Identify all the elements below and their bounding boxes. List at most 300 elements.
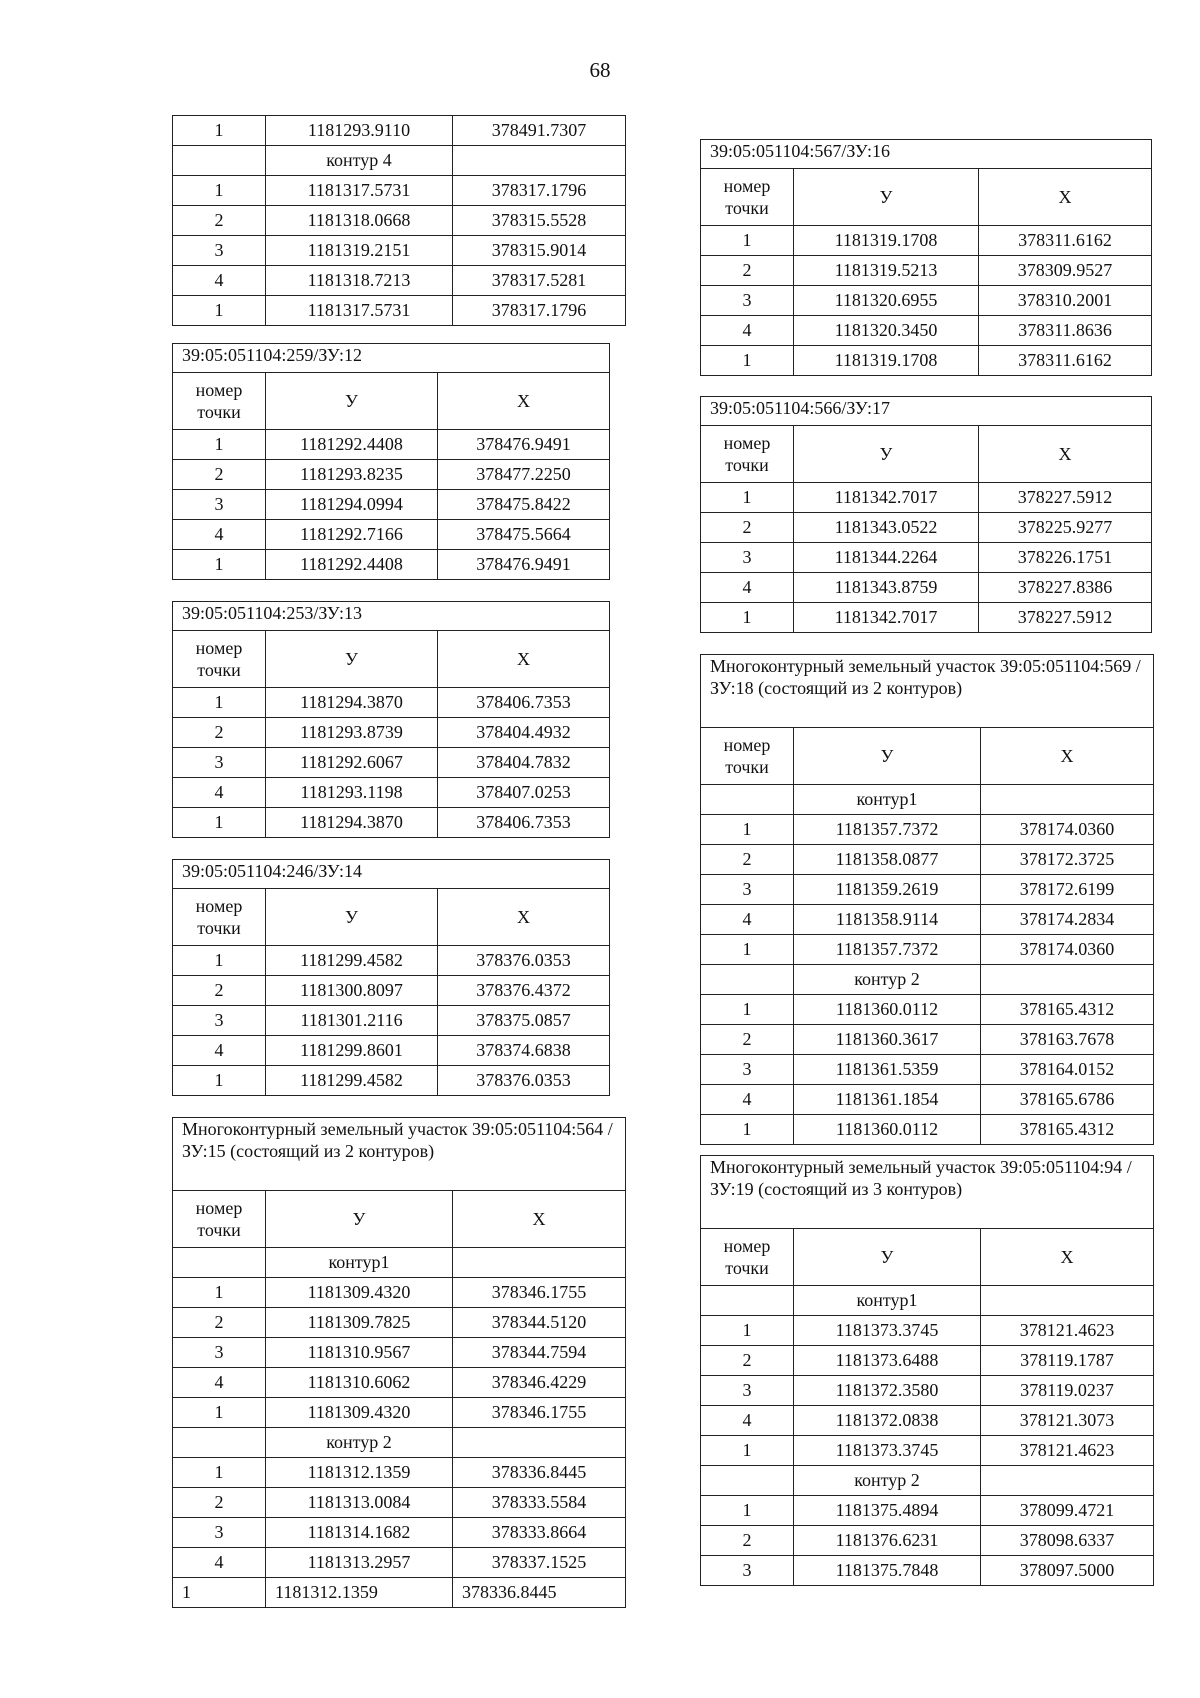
x-coordinate-cell: 378098.6337 xyxy=(981,1526,1154,1556)
x-coordinate-cell: 378376.0353 xyxy=(438,1066,610,1096)
point-number-cell: 1 xyxy=(701,1316,794,1346)
x-coordinate-cell: 378476.9491 xyxy=(438,430,610,460)
table-row xyxy=(701,1055,1154,1085)
point-number-cell: 1 xyxy=(701,483,794,513)
table-row xyxy=(173,1398,626,1428)
empty-cell xyxy=(701,965,794,995)
y-coordinate-cell: 1181293.1198 xyxy=(266,778,438,808)
table-row xyxy=(173,460,610,490)
table-row xyxy=(173,1458,626,1488)
header-line: номер xyxy=(195,638,243,658)
coordinates-table xyxy=(172,601,610,838)
x-coordinate-cell: 378226.1751 xyxy=(979,543,1152,573)
point-number-cell: 1 xyxy=(701,935,794,965)
empty-cell xyxy=(981,785,1154,815)
column-header-row xyxy=(701,1229,1154,1286)
point-number-cell: 2 xyxy=(701,1526,794,1556)
table-row xyxy=(173,1368,626,1398)
point-number-header xyxy=(701,728,794,785)
x-coordinate-cell: 378119.0237 xyxy=(981,1376,1154,1406)
x-column-header: Х xyxy=(438,373,610,430)
y-coordinate-cell: 1181317.5731 xyxy=(266,176,453,206)
y-coordinate-cell: 1181375.4894 xyxy=(794,1496,981,1526)
table-row xyxy=(173,116,626,146)
header-line: точки xyxy=(197,1220,241,1240)
coordinates-table xyxy=(172,1117,626,1608)
x-coordinate-cell: 378344.7594 xyxy=(453,1338,626,1368)
y-coordinate-cell: 1181360.3617 xyxy=(794,1025,981,1055)
point-number-cell: 3 xyxy=(701,1376,794,1406)
x-coordinate-cell: 378336.8445 xyxy=(453,1458,626,1488)
table-title: 39:05:051104:246/ЗУ:14 xyxy=(173,860,610,889)
table-title-row xyxy=(701,140,1152,169)
x-column-header: Х xyxy=(981,728,1154,785)
contour-label: контур 2 xyxy=(266,1428,453,1458)
table-row xyxy=(701,573,1152,603)
y-coordinate-cell: 1181344.2264 xyxy=(794,543,979,573)
table-row xyxy=(701,483,1152,513)
y-coordinate-cell: 1181310.6062 xyxy=(266,1368,453,1398)
point-number-cell: 4 xyxy=(173,1548,266,1578)
contour-row xyxy=(701,965,1154,995)
header-line: точки xyxy=(197,402,241,422)
point-number-cell: 2 xyxy=(701,256,794,286)
point-number-header xyxy=(701,426,794,483)
y-column-header: У xyxy=(794,169,979,226)
x-coordinate-cell: 378310.2001 xyxy=(979,286,1152,316)
x-coordinate-cell: 378374.6838 xyxy=(438,1036,610,1066)
y-coordinate-cell: 1181293.8235 xyxy=(266,460,438,490)
table-row xyxy=(173,976,610,1006)
y-coordinate-cell: 1181318.7213 xyxy=(266,266,453,296)
y-coordinate-cell: 1181342.7017 xyxy=(794,603,979,633)
table-row xyxy=(701,845,1154,875)
x-column-header: Х xyxy=(438,889,610,946)
point-number-cell: 2 xyxy=(701,845,794,875)
contour-label: контур1 xyxy=(794,1286,981,1316)
x-coordinate-cell: 378337.1525 xyxy=(453,1548,626,1578)
y-coordinate-cell: 1181300.8097 xyxy=(266,976,438,1006)
table-row xyxy=(701,346,1152,376)
y-column-header: У xyxy=(266,1191,453,1248)
table-title: 39:05:051104:259/ЗУ:12 xyxy=(173,344,610,373)
column-header-row xyxy=(701,728,1154,785)
table-row xyxy=(173,778,610,808)
x-column-header: Х xyxy=(981,1229,1154,1286)
y-coordinate-cell: 1181301.2116 xyxy=(266,1006,438,1036)
table-row xyxy=(701,1556,1154,1586)
point-number-cell: 4 xyxy=(701,1406,794,1436)
x-coordinate-cell: 378317.1796 xyxy=(453,296,626,326)
point-number-cell: 4 xyxy=(701,1085,794,1115)
contour-label: контур 2 xyxy=(794,1466,981,1496)
y-coordinate-cell: 1181319.1708 xyxy=(794,226,979,256)
x-coordinate-cell: 378475.8422 xyxy=(438,490,610,520)
empty-cell xyxy=(453,1248,626,1278)
table-row xyxy=(701,995,1154,1025)
empty-cell xyxy=(701,1466,794,1496)
table-row xyxy=(173,1066,610,1096)
x-coordinate-cell: 378174.2834 xyxy=(981,905,1154,935)
table-title-row xyxy=(701,397,1152,426)
column-header-row xyxy=(701,169,1152,226)
point-number-cell: 1 xyxy=(173,688,266,718)
x-coordinate-cell: 378376.0353 xyxy=(438,946,610,976)
table-row xyxy=(701,875,1154,905)
table-row xyxy=(701,1496,1154,1526)
y-coordinate-cell: 1181292.6067 xyxy=(266,748,438,778)
table-row xyxy=(173,206,626,236)
table-row xyxy=(701,603,1152,633)
point-number-cell: 2 xyxy=(173,460,266,490)
point-number-cell: 2 xyxy=(701,1025,794,1055)
table-row xyxy=(701,1346,1154,1376)
table-row xyxy=(701,1436,1154,1466)
table-row xyxy=(173,296,626,326)
x-coordinate-cell: 378315.5528 xyxy=(453,206,626,236)
table-title-row xyxy=(701,1156,1154,1229)
table-row xyxy=(173,808,610,838)
header-line: точки xyxy=(197,918,241,938)
table-row xyxy=(701,513,1152,543)
point-number-header xyxy=(173,1191,266,1248)
table-row xyxy=(173,1338,626,1368)
empty-cell xyxy=(173,1248,266,1278)
table-row xyxy=(173,1308,626,1338)
table-row xyxy=(173,1036,610,1066)
y-coordinate-cell: 1181372.0838 xyxy=(794,1406,981,1436)
point-number-cell: 2 xyxy=(173,1488,266,1518)
table-row xyxy=(701,935,1154,965)
coordinates-table xyxy=(172,115,626,326)
point-number-header xyxy=(173,631,266,688)
x-coordinate-cell: 378346.1755 xyxy=(453,1278,626,1308)
point-number-cell: 1 xyxy=(173,1578,266,1608)
point-number-cell: 1 xyxy=(701,1115,794,1145)
table-title: 39:05:051104:253/ЗУ:13 xyxy=(173,602,610,631)
x-coordinate-cell: 378336.8445 xyxy=(453,1578,626,1608)
y-coordinate-cell: 1181361.5359 xyxy=(794,1055,981,1085)
x-coordinate-cell: 378174.0360 xyxy=(981,815,1154,845)
x-coordinate-cell: 378172.3725 xyxy=(981,845,1154,875)
y-column-header: У xyxy=(266,373,438,430)
point-number-cell: 4 xyxy=(173,520,266,550)
y-coordinate-cell: 1181299.8601 xyxy=(266,1036,438,1066)
point-number-cell: 4 xyxy=(701,905,794,935)
y-coordinate-cell: 1181293.9110 xyxy=(266,116,453,146)
point-number-cell: 1 xyxy=(701,995,794,1025)
table-row xyxy=(701,1376,1154,1406)
header-line: номер xyxy=(723,735,771,755)
x-column-header: Х xyxy=(453,1191,626,1248)
point-number-cell: 1 xyxy=(701,603,794,633)
point-number-header xyxy=(173,373,266,430)
x-coordinate-cell: 378097.5000 xyxy=(981,1556,1154,1586)
point-number-cell: 1 xyxy=(173,808,266,838)
header-line: точки xyxy=(725,455,769,475)
x-coordinate-cell: 378311.8636 xyxy=(979,316,1152,346)
y-coordinate-cell: 1181373.3745 xyxy=(794,1436,981,1466)
table-row xyxy=(701,256,1152,286)
table-row xyxy=(173,176,626,206)
x-coordinate-cell: 378407.0253 xyxy=(438,778,610,808)
header-line: номер xyxy=(723,1236,771,1256)
x-coordinate-cell: 378476.9491 xyxy=(438,550,610,580)
coordinates-table xyxy=(172,343,610,580)
contour-row xyxy=(701,785,1154,815)
header-line: точки xyxy=(725,757,769,777)
point-number-cell: 1 xyxy=(173,430,266,460)
contour-label: контур1 xyxy=(794,785,981,815)
x-coordinate-cell: 378164.0152 xyxy=(981,1055,1154,1085)
point-number-header xyxy=(173,889,266,946)
x-coordinate-cell: 378165.4312 xyxy=(981,995,1154,1025)
x-coordinate-cell: 378119.1787 xyxy=(981,1346,1154,1376)
table-row xyxy=(173,430,610,460)
coordinates-table xyxy=(700,1155,1154,1586)
table-title: Многоконтурный земельный участок 39:05:051104:94 /ЗУ:19 (состоящий из 3 контуров) xyxy=(701,1156,1154,1229)
x-coordinate-cell: 378477.2250 xyxy=(438,460,610,490)
x-coordinate-cell: 378227.8386 xyxy=(979,573,1152,603)
header-line: номер xyxy=(723,176,771,196)
y-coordinate-cell: 1181375.7848 xyxy=(794,1556,981,1586)
y-coordinate-cell: 1181361.1854 xyxy=(794,1085,981,1115)
point-number-cell: 1 xyxy=(701,815,794,845)
x-coordinate-cell: 378315.9014 xyxy=(453,236,626,266)
point-number-cell: 2 xyxy=(173,976,266,1006)
x-coordinate-cell: 378404.4932 xyxy=(438,718,610,748)
empty-cell xyxy=(173,146,266,176)
x-coordinate-cell: 378346.1755 xyxy=(453,1398,626,1428)
table-title: 39:05:051104:566/ЗУ:17 xyxy=(701,397,1152,426)
point-number-cell: 1 xyxy=(173,550,266,580)
y-coordinate-cell: 1181313.0084 xyxy=(266,1488,453,1518)
y-coordinate-cell: 1181376.6231 xyxy=(794,1526,981,1556)
table-row xyxy=(701,1406,1154,1436)
point-number-cell: 1 xyxy=(173,296,266,326)
table-row xyxy=(701,1115,1154,1145)
point-number-cell: 4 xyxy=(173,1036,266,1066)
header-line: номер xyxy=(195,1198,243,1218)
x-coordinate-cell: 378333.8664 xyxy=(453,1518,626,1548)
empty-cell xyxy=(701,785,794,815)
x-coordinate-cell: 378165.4312 xyxy=(981,1115,1154,1145)
point-number-cell: 3 xyxy=(701,543,794,573)
table-row xyxy=(701,1085,1154,1115)
table-row xyxy=(701,543,1152,573)
table-row xyxy=(173,550,610,580)
point-number-cell: 1 xyxy=(173,176,266,206)
coordinates-table xyxy=(700,654,1154,1145)
y-coordinate-cell: 1181360.0112 xyxy=(794,1115,981,1145)
contour-label: контур1 xyxy=(266,1248,453,1278)
point-number-cell: 1 xyxy=(173,946,266,976)
empty-cell xyxy=(981,965,1154,995)
y-coordinate-cell: 1181359.2619 xyxy=(794,875,981,905)
x-coordinate-cell: 378375.0857 xyxy=(438,1006,610,1036)
y-coordinate-cell: 1181299.4582 xyxy=(266,1066,438,1096)
empty-cell xyxy=(453,1428,626,1458)
table-title-row xyxy=(173,344,610,373)
y-coordinate-cell: 1181343.0522 xyxy=(794,513,979,543)
point-number-cell: 1 xyxy=(701,226,794,256)
empty-cell xyxy=(173,1428,266,1458)
table-row xyxy=(173,1006,610,1036)
y-coordinate-cell: 1181318.0668 xyxy=(266,206,453,236)
y-coordinate-cell: 1181313.2957 xyxy=(266,1548,453,1578)
header-line: номер xyxy=(195,380,243,400)
coordinates-table xyxy=(172,859,610,1096)
table-row xyxy=(173,718,610,748)
contour-row xyxy=(173,1428,626,1458)
y-coordinate-cell: 1181299.4582 xyxy=(266,946,438,976)
point-number-cell: 3 xyxy=(173,236,266,266)
x-coordinate-cell: 378163.7678 xyxy=(981,1025,1154,1055)
table-title-row xyxy=(173,1118,626,1191)
empty-cell xyxy=(981,1466,1154,1496)
y-coordinate-cell: 1181357.7372 xyxy=(794,935,981,965)
point-number-header xyxy=(701,1229,794,1286)
x-coordinate-cell: 378311.6162 xyxy=(979,346,1152,376)
x-coordinate-cell: 378475.5664 xyxy=(438,520,610,550)
table-row xyxy=(173,490,610,520)
table-row xyxy=(173,1548,626,1578)
column-header-row xyxy=(173,631,610,688)
x-coordinate-cell: 378099.4721 xyxy=(981,1496,1154,1526)
point-number-cell: 1 xyxy=(173,1458,266,1488)
table-row xyxy=(701,226,1152,256)
table-row xyxy=(173,1578,626,1608)
x-coordinate-cell: 378406.7353 xyxy=(438,688,610,718)
table-row xyxy=(173,688,610,718)
y-coordinate-cell: 1181343.8759 xyxy=(794,573,979,603)
coordinates-table xyxy=(700,396,1152,633)
y-column-header: У xyxy=(266,889,438,946)
y-coordinate-cell: 1181319.1708 xyxy=(794,346,979,376)
point-number-cell: 3 xyxy=(173,1006,266,1036)
empty-cell xyxy=(453,146,626,176)
point-number-cell: 3 xyxy=(173,748,266,778)
table-row xyxy=(173,748,610,778)
table-row xyxy=(701,815,1154,845)
header-line: точки xyxy=(197,660,241,680)
column-header-row xyxy=(173,373,610,430)
point-number-cell: 2 xyxy=(701,1346,794,1376)
contour-row xyxy=(173,1248,626,1278)
y-coordinate-cell: 1181320.6955 xyxy=(794,286,979,316)
y-column-header: У xyxy=(794,728,981,785)
table-row xyxy=(173,946,610,976)
x-coordinate-cell: 378376.4372 xyxy=(438,976,610,1006)
y-coordinate-cell: 1181372.3580 xyxy=(794,1376,981,1406)
point-number-cell: 4 xyxy=(173,1368,266,1398)
point-number-cell: 3 xyxy=(701,1055,794,1085)
y-coordinate-cell: 1181357.7372 xyxy=(794,815,981,845)
point-number-cell: 1 xyxy=(701,1436,794,1466)
y-coordinate-cell: 1181293.8739 xyxy=(266,718,438,748)
x-coordinate-cell: 378121.3073 xyxy=(981,1406,1154,1436)
contour-label: контур 4 xyxy=(266,146,453,176)
y-coordinate-cell: 1181294.3870 xyxy=(266,808,438,838)
y-coordinate-cell: 1181373.3745 xyxy=(794,1316,981,1346)
y-coordinate-cell: 1181309.4320 xyxy=(266,1398,453,1428)
contour-row xyxy=(701,1466,1154,1496)
table-row xyxy=(701,905,1154,935)
x-column-header: Х xyxy=(979,169,1152,226)
point-number-cell: 1 xyxy=(173,1398,266,1428)
x-coordinate-cell: 378172.6199 xyxy=(981,875,1154,905)
x-column-header: Х xyxy=(979,426,1152,483)
column-header-row xyxy=(701,426,1152,483)
table-row xyxy=(173,266,626,296)
table-row xyxy=(173,1278,626,1308)
y-coordinate-cell: 1181342.7017 xyxy=(794,483,979,513)
y-coordinate-cell: 1181312.1359 xyxy=(266,1578,453,1608)
y-coordinate-cell: 1181292.4408 xyxy=(266,430,438,460)
x-coordinate-cell: 378311.6162 xyxy=(979,226,1152,256)
y-coordinate-cell: 1181310.9567 xyxy=(266,1338,453,1368)
y-coordinate-cell: 1181292.7166 xyxy=(266,520,438,550)
point-number-cell: 4 xyxy=(173,778,266,808)
point-number-cell: 2 xyxy=(173,1308,266,1338)
y-coordinate-cell: 1181294.3870 xyxy=(266,688,438,718)
point-number-cell: 4 xyxy=(701,573,794,603)
table-row xyxy=(701,316,1152,346)
y-coordinate-cell: 1181358.9114 xyxy=(794,905,981,935)
point-number-cell: 4 xyxy=(173,266,266,296)
header-line: точки xyxy=(725,198,769,218)
table-row xyxy=(173,236,626,266)
point-number-cell: 1 xyxy=(701,346,794,376)
x-coordinate-cell: 378317.5281 xyxy=(453,266,626,296)
y-coordinate-cell: 1181312.1359 xyxy=(266,1458,453,1488)
y-column-header: У xyxy=(266,631,438,688)
y-coordinate-cell: 1181360.0112 xyxy=(794,995,981,1025)
x-coordinate-cell: 378165.6786 xyxy=(981,1085,1154,1115)
coordinates-table xyxy=(700,139,1152,376)
table-title-row xyxy=(173,602,610,631)
x-coordinate-cell: 378346.4229 xyxy=(453,1368,626,1398)
point-number-cell: 3 xyxy=(173,1338,266,1368)
y-coordinate-cell: 1181320.3450 xyxy=(794,316,979,346)
table-title: 39:05:051104:567/ЗУ:16 xyxy=(701,140,1152,169)
point-number-cell: 3 xyxy=(701,875,794,905)
contour-row xyxy=(173,146,626,176)
point-number-cell: 1 xyxy=(173,1066,266,1096)
page-number: 68 xyxy=(589,58,611,82)
point-number-cell: 2 xyxy=(701,513,794,543)
x-coordinate-cell: 378174.0360 xyxy=(981,935,1154,965)
x-coordinate-cell: 378309.9527 xyxy=(979,256,1152,286)
x-coordinate-cell: 378344.5120 xyxy=(453,1308,626,1338)
header-line: номер xyxy=(723,433,771,453)
contour-row xyxy=(701,1286,1154,1316)
point-number-cell: 3 xyxy=(701,286,794,316)
column-header-row xyxy=(173,889,610,946)
column-header-row xyxy=(173,1191,626,1248)
x-coordinate-cell: 378404.7832 xyxy=(438,748,610,778)
table-row xyxy=(701,1316,1154,1346)
x-coordinate-cell: 378227.5912 xyxy=(979,483,1152,513)
table-row xyxy=(701,286,1152,316)
x-coordinate-cell: 378333.5584 xyxy=(453,1488,626,1518)
y-coordinate-cell: 1181294.0994 xyxy=(266,490,438,520)
y-coordinate-cell: 1181309.4320 xyxy=(266,1278,453,1308)
x-column-header: Х xyxy=(438,631,610,688)
y-coordinate-cell: 1181309.7825 xyxy=(266,1308,453,1338)
header-line: номер xyxy=(195,896,243,916)
point-number-cell: 2 xyxy=(173,718,266,748)
